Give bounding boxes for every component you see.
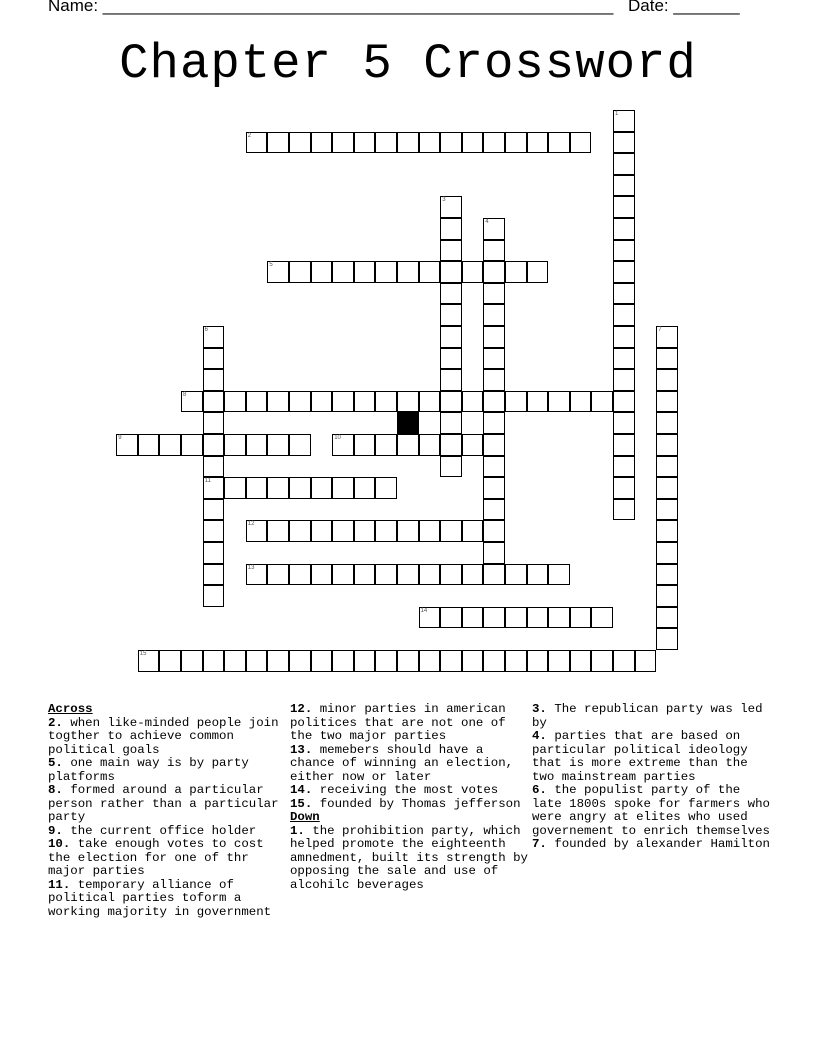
grid-cell[interactable]: [397, 391, 419, 413]
grid-cell[interactable]: [527, 261, 549, 283]
across-heading: Across: [48, 702, 93, 716]
grid-cell[interactable]: [440, 456, 462, 478]
clue-across-11: 11. temporary alliance of political parties toform a working majority in government: [48, 877, 272, 919]
clue-down-4: 4. parties that are based on particular political ideology that is more extreme than the two mainstream parties: [532, 729, 748, 784]
grid-cell[interactable]: [289, 650, 311, 672]
grid-cell[interactable]: [613, 196, 635, 218]
grid-cell[interactable]: [440, 348, 462, 370]
grid-cell[interactable]: [267, 132, 289, 154]
grid-cell[interactable]: [591, 650, 613, 672]
grid-cell[interactable]: [181, 650, 203, 672]
grid-cell[interactable]: [483, 650, 505, 672]
grid-cell[interactable]: [354, 477, 376, 499]
grid-cell[interactable]: [462, 520, 484, 542]
grid-cell[interactable]: [613, 412, 635, 434]
grid-cell[interactable]: [375, 261, 397, 283]
grid-cell[interactable]: [203, 564, 225, 586]
grid-cell[interactable]: [203, 391, 225, 413]
grid-cell[interactable]: [483, 218, 505, 240]
grid-cell[interactable]: [613, 218, 635, 240]
grid-cell[interactable]: [548, 564, 570, 586]
clue-across-15: 15. founded by Thomas jefferson: [290, 796, 521, 811]
grid-cell[interactable]: [483, 348, 505, 370]
clue-number: 8: [183, 391, 187, 398]
grid-cell[interactable]: [267, 564, 289, 586]
date-field[interactable]: Date: _______: [628, 0, 740, 15]
grid-cell[interactable]: [397, 520, 419, 542]
grid-cell[interactable]: [224, 477, 246, 499]
clue-number: 15: [139, 651, 147, 657]
grid-cell[interactable]: [483, 132, 505, 154]
grid-cell[interactable]: [440, 196, 462, 218]
grid-cell[interactable]: [246, 477, 268, 499]
grid-cell[interactable]: [613, 456, 635, 478]
clue-number: 9: [118, 435, 122, 441]
grid-cell[interactable]: [397, 564, 419, 586]
grid-cell[interactable]: [332, 434, 354, 456]
grid-cell[interactable]: [656, 434, 678, 456]
grid-cell[interactable]: [311, 564, 333, 586]
grid-cell[interactable]: [505, 391, 527, 413]
grid-cell[interactable]: [462, 564, 484, 586]
grid-cell[interactable]: [483, 369, 505, 391]
grid-cell[interactable]: [311, 477, 333, 499]
grid-cell[interactable]: [656, 607, 678, 629]
grid-cell[interactable]: [246, 520, 268, 542]
clue-number: 11: [204, 478, 211, 485]
grid-cell[interactable]: [354, 650, 376, 672]
clue-number: 1: [615, 111, 619, 117]
grid-cell[interactable]: [505, 607, 527, 629]
grid-cell[interactable]: [203, 650, 225, 672]
grid-cell[interactable]: [483, 240, 505, 262]
grid-cell[interactable]: [462, 261, 484, 283]
clue-down-7: 7. founded by alexander Hamilton: [532, 837, 770, 851]
clue-number: 14: [420, 607, 428, 614]
grid-cell[interactable]: [613, 283, 635, 305]
grid-cell[interactable]: [332, 477, 354, 499]
clue-number: 10: [334, 435, 341, 441]
grid-cell[interactable]: [289, 434, 311, 456]
grid-cell[interactable]: [267, 434, 289, 456]
grid-cell[interactable]: [656, 348, 678, 370]
grid-cell[interactable]: [591, 607, 613, 629]
grid-cell[interactable]: [613, 499, 635, 521]
grid-cell[interactable]: [267, 261, 289, 283]
grid-cell[interactable]: [311, 391, 333, 413]
grid-cell[interactable]: [505, 261, 527, 283]
grid-cell[interactable]: [203, 456, 225, 478]
grid-cell[interactable]: [289, 564, 311, 586]
grid-cell[interactable]: [267, 391, 289, 413]
clue-number: 5: [269, 262, 273, 269]
grid-cell[interactable]: [419, 650, 441, 672]
grid-cell[interactable]: [397, 434, 419, 456]
grid-cell[interactable]: [224, 434, 246, 456]
grid-cell[interactable]: [375, 477, 397, 499]
grid-cell[interactable]: [440, 304, 462, 326]
grid-cell[interactable]: [138, 434, 160, 456]
grid-cell[interactable]: [181, 434, 203, 456]
grid-cell[interactable]: [440, 520, 462, 542]
grid-cell[interactable]: [483, 607, 505, 629]
grid-cell[interactable]: [332, 132, 354, 154]
clue-across-13: 13. memebers should have a chance of winning an election, either now or later: [290, 742, 514, 784]
clue-number: 2: [247, 132, 252, 139]
grid-cell[interactable]: [505, 132, 527, 154]
grid-cell[interactable]: [613, 348, 635, 370]
down-heading: Down: [290, 810, 320, 824]
grid-cell[interactable]: [483, 456, 505, 478]
name-field[interactable]: Name: ______________________________________________________: [48, 0, 614, 15]
grid-cell[interactable]: [159, 650, 181, 672]
grid-cell[interactable]: [289, 477, 311, 499]
grid-cell[interactable]: [440, 218, 462, 240]
grid-cell[interactable]: [375, 434, 397, 456]
grid-cell[interactable]: [483, 326, 505, 348]
clues-column-1: [48, 703, 286, 919]
grid-cell[interactable]: [483, 283, 505, 305]
grid-cell[interactable]: [527, 132, 549, 154]
grid-cell[interactable]: [440, 564, 462, 586]
grid-cell[interactable]: [203, 585, 225, 607]
grid-cell[interactable]: [656, 326, 678, 348]
grid-cell[interactable]: [203, 520, 225, 542]
grid-cell[interactable]: [548, 132, 570, 154]
grid-cell[interactable]: [656, 499, 678, 521]
grid-cell[interactable]: [613, 391, 635, 413]
clue-across-10: 10. take enough votes to cost the election for one of thr major parties: [48, 837, 264, 878]
grid-cell[interactable]: [483, 391, 505, 413]
grid-cell[interactable]: [375, 132, 397, 154]
clue-across-14: 14. receiving the most votes: [290, 783, 499, 797]
grid-cell[interactable]: [613, 110, 635, 132]
grid-cell[interactable]: [419, 607, 441, 629]
grid-cell[interactable]: [483, 499, 505, 521]
grid-cell[interactable]: [203, 542, 225, 564]
clue-number: 13: [247, 564, 255, 571]
grid-cell[interactable]: [613, 132, 635, 154]
page-title: Chapter 5 Crossword: [119, 36, 697, 92]
grid-cell[interactable]: [570, 132, 592, 154]
grid-cell[interactable]: [656, 628, 678, 650]
grid-cell[interactable]: [397, 132, 419, 154]
grid-cell[interactable]: [397, 261, 419, 283]
grid-cell[interactable]: [289, 391, 311, 413]
clue-across-5: 5. one main way is by party platforms: [48, 756, 249, 784]
grid-cell[interactable]: [289, 261, 311, 283]
grid-cell[interactable]: [267, 477, 289, 499]
clue-number: 7: [658, 327, 662, 333]
grid-cell[interactable]: [613, 153, 635, 175]
grid-cell[interactable]: [570, 607, 592, 629]
grid-cell[interactable]: [613, 477, 635, 499]
grid-cell[interactable]: [483, 542, 505, 564]
clue-across-12: 12. minor parties in american politices that are not one of the two major parties: [290, 702, 506, 743]
grid-cell[interactable]: [375, 520, 397, 542]
grid-cell[interactable]: [462, 607, 484, 629]
grid-cell[interactable]: [483, 477, 505, 499]
grid-cell[interactable]: [289, 520, 311, 542]
grid-cell[interactable]: [332, 520, 354, 542]
grid-cell[interactable]: [397, 650, 419, 672]
grid-cell[interactable]: [440, 650, 462, 672]
grid-cell[interactable]: [419, 391, 441, 413]
shaded-cell: [397, 412, 419, 434]
grid-cell[interactable]: [289, 132, 311, 154]
grid-cell[interactable]: [354, 261, 376, 283]
grid-cell[interactable]: [311, 650, 333, 672]
grid-cell[interactable]: [483, 434, 505, 456]
grid-cell[interactable]: [440, 607, 462, 629]
grid-cell[interactable]: [505, 564, 527, 586]
grid-cell[interactable]: [656, 412, 678, 434]
clue-down-3: 3. The republican party was led by: [532, 702, 763, 730]
grid-cell[interactable]: [548, 650, 570, 672]
clue-number: 6: [204, 327, 208, 333]
grid-cell[interactable]: [203, 412, 225, 434]
grid-cell[interactable]: [635, 650, 657, 672]
grid-cell[interactable]: [440, 326, 462, 348]
grid-cell[interactable]: [440, 283, 462, 305]
grid-cell[interactable]: [613, 261, 635, 283]
grid-cell[interactable]: [203, 326, 225, 348]
grid-cell[interactable]: [354, 520, 376, 542]
grid-cell[interactable]: [203, 434, 225, 456]
grid-cell[interactable]: [224, 391, 246, 413]
grid-cell[interactable]: [375, 391, 397, 413]
grid-cell[interactable]: [419, 261, 441, 283]
grid-cell[interactable]: [613, 326, 635, 348]
grid-cell[interactable]: [613, 304, 635, 326]
grid-cell[interactable]: [613, 369, 635, 391]
clue-number: 12: [247, 521, 255, 528]
grid-cell[interactable]: [462, 132, 484, 154]
grid-cell[interactable]: [419, 132, 441, 154]
grid-cell[interactable]: [656, 477, 678, 499]
grid-cell[interactable]: [203, 348, 225, 370]
grid-cell[interactable]: [462, 391, 484, 413]
grid-cell[interactable]: [656, 585, 678, 607]
grid-cell[interactable]: [613, 175, 635, 197]
grid-cell[interactable]: [224, 650, 246, 672]
grid-cell[interactable]: [656, 456, 678, 478]
grid-cell[interactable]: [527, 607, 549, 629]
grid-cell[interactable]: [591, 391, 613, 413]
grid-cell[interactable]: [138, 650, 160, 672]
clues-column-3: [532, 703, 770, 852]
grid-cell[interactable]: [548, 391, 570, 413]
grid-cell[interactable]: [267, 520, 289, 542]
grid-cell[interactable]: [440, 434, 462, 456]
grid-cell[interactable]: [332, 261, 354, 283]
grid-cell[interactable]: [246, 564, 268, 586]
grid-cell[interactable]: [332, 391, 354, 413]
grid-cell[interactable]: [440, 391, 462, 413]
grid-cell[interactable]: [419, 434, 441, 456]
grid-cell[interactable]: [613, 650, 635, 672]
grid-cell[interactable]: [527, 650, 549, 672]
grid-cell[interactable]: [462, 434, 484, 456]
grid-cell[interactable]: [440, 369, 462, 391]
grid-cell[interactable]: [203, 477, 225, 499]
grid-cell[interactable]: [311, 520, 333, 542]
clue-number: 3: [442, 197, 446, 204]
grid-cell[interactable]: [527, 564, 549, 586]
grid-cell[interactable]: [246, 132, 268, 154]
clue-down-6: 6. the populist party of the late 1800s spoke for farmers who were angry at elites who used governement to enrich themselves: [532, 783, 770, 838]
grid-cell[interactable]: [332, 564, 354, 586]
grid-cell[interactable]: [570, 650, 592, 672]
grid-cell[interactable]: [613, 240, 635, 262]
clue-across-2: 2. when like-minded people join togther to achieve common political goals: [48, 715, 279, 757]
grid-cell[interactable]: [483, 412, 505, 434]
grid-cell[interactable]: [462, 650, 484, 672]
grid-cell[interactable]: [246, 391, 268, 413]
grid-cell[interactable]: [483, 520, 505, 542]
grid-cell[interactable]: [419, 564, 441, 586]
grid-cell[interactable]: [656, 520, 678, 542]
grid-cell[interactable]: [483, 261, 505, 283]
clues-column-2: [290, 703, 528, 892]
grid-cell[interactable]: [354, 434, 376, 456]
grid-cell[interactable]: [354, 391, 376, 413]
grid-cell[interactable]: [483, 304, 505, 326]
grid-cell[interactable]: [613, 434, 635, 456]
grid-cell[interactable]: [440, 132, 462, 154]
grid-cell[interactable]: [570, 391, 592, 413]
grid-cell[interactable]: [440, 261, 462, 283]
grid-cell[interactable]: [354, 564, 376, 586]
grid-cell[interactable]: [440, 240, 462, 262]
clue-number: 4: [485, 219, 489, 225]
grid-cell[interactable]: [203, 369, 225, 391]
grid-cell[interactable]: [267, 650, 289, 672]
grid-cell[interactable]: [656, 564, 678, 586]
grid-cell[interactable]: [656, 542, 678, 564]
grid-cell[interactable]: [311, 132, 333, 154]
grid-cell[interactable]: [246, 434, 268, 456]
grid-cell[interactable]: [375, 564, 397, 586]
grid-cell[interactable]: [440, 412, 462, 434]
grid-cell[interactable]: [656, 391, 678, 413]
grid-cell[interactable]: [483, 564, 505, 586]
grid-cell[interactable]: [354, 132, 376, 154]
grid-cell[interactable]: [656, 369, 678, 391]
grid-cell[interactable]: [159, 434, 181, 456]
grid-cell[interactable]: [246, 650, 268, 672]
grid-cell[interactable]: [116, 434, 138, 456]
grid-cell[interactable]: [527, 391, 549, 413]
grid-cell[interactable]: [181, 391, 203, 413]
grid-cell[interactable]: [419, 520, 441, 542]
grid-cell[interactable]: [505, 650, 527, 672]
clue-down-1: 1. the prohibition party, which helped promote the eighteenth amnedment, built its strength by opposing the sale and use of alcohilc beverages: [290, 823, 528, 892]
grid-cell[interactable]: [203, 499, 225, 521]
clue-across-9: 9. the current office holder: [48, 823, 257, 838]
grid-cell[interactable]: [311, 261, 333, 283]
grid-cell[interactable]: [332, 650, 354, 672]
grid-cell[interactable]: [548, 607, 570, 629]
clue-across-8: 8. formed around a particular person rather than a particular party: [48, 783, 279, 824]
grid-cell[interactable]: [375, 650, 397, 672]
